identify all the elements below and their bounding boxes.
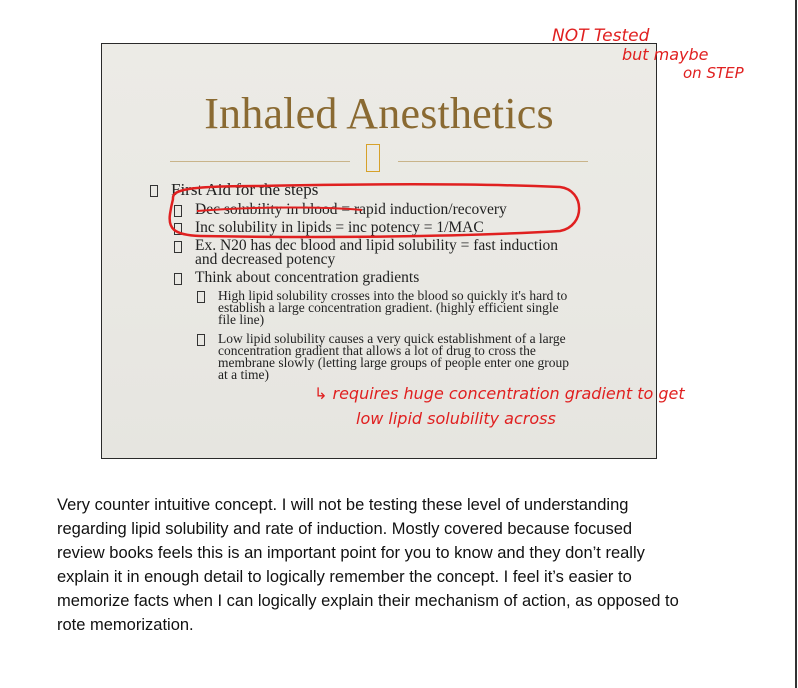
page-edge-line	[795, 0, 797, 688]
annotation-requires-gradient: ↳ requires huge concentration gradient to get	[314, 384, 685, 403]
bullet-level2: Inc solubility in lipids = inc potency = 1/MAC	[195, 219, 484, 236]
bullet-level3: High lipid solubility crosses into the blood so quickly it's hard to	[218, 288, 568, 303]
annotation-but-maybe: but maybe	[622, 45, 709, 64]
bullet-level2-continued: and decreased potency	[195, 251, 336, 268]
bullet-level3-continued: membrane slowly (letting large groups of people enter one group	[218, 355, 570, 370]
note-line: Very counter intuitive concept. I will not be testing these level of understanding	[57, 496, 629, 514]
bullet-level2: Ex. N20 has dec blood and lipid solubility = fast induction	[195, 237, 559, 254]
bullet-level1: First Aid for the steps	[171, 180, 319, 199]
slide-title: Inhaled Anesthetics	[204, 89, 554, 138]
bullet-box-icon	[197, 291, 205, 303]
bullet-level3-continued: at a time)	[218, 367, 269, 382]
bullet-level2: Dec solubility in blood = rapid induction/recovery	[195, 201, 507, 218]
bullet-box-icon	[174, 241, 182, 253]
annotation-on-step: on STEP	[683, 64, 744, 82]
slide	[101, 43, 657, 459]
bullet-level3-continued: establish a large concentration gradient. (highly efficient single	[218, 300, 559, 315]
annotation-low-lipid: low lipid solubility across	[356, 409, 556, 428]
ornament-placeholder-icon	[366, 144, 380, 172]
note-line: review books feels this is an important point for you to know and they don’t really	[57, 544, 645, 562]
annotation-not-tested: NOT Tested	[552, 26, 650, 46]
instructor-note	[57, 493, 757, 637]
note-line: rote memorization.	[57, 616, 194, 634]
bullet-level3: Low lipid solubility causes a very quick establishment of a large	[218, 331, 566, 346]
bullet-level3-continued: concentration gradient that allows a lot of drug to cross the	[218, 343, 536, 358]
bullet-box-icon	[150, 185, 158, 197]
title-divider-left	[170, 161, 350, 162]
bullet-box-icon	[174, 205, 182, 217]
bullet-box-icon	[174, 273, 182, 285]
bullet-level3-continued: file line)	[218, 312, 265, 327]
bullet-level2: Think about concentration gradients	[195, 269, 420, 286]
bullet-box-icon	[174, 223, 182, 235]
note-line: memorize facts when I can logically explain their mechanism of action, as opposed to	[57, 592, 679, 610]
title-divider-right	[398, 161, 588, 162]
note-line: explain it in enough detail to logically remember the concept. I feel it’s easier to	[57, 568, 632, 586]
bullet-box-icon	[197, 334, 205, 346]
note-line: regarding lipid solubility and rate of induction. Mostly covered because focused	[57, 520, 633, 538]
